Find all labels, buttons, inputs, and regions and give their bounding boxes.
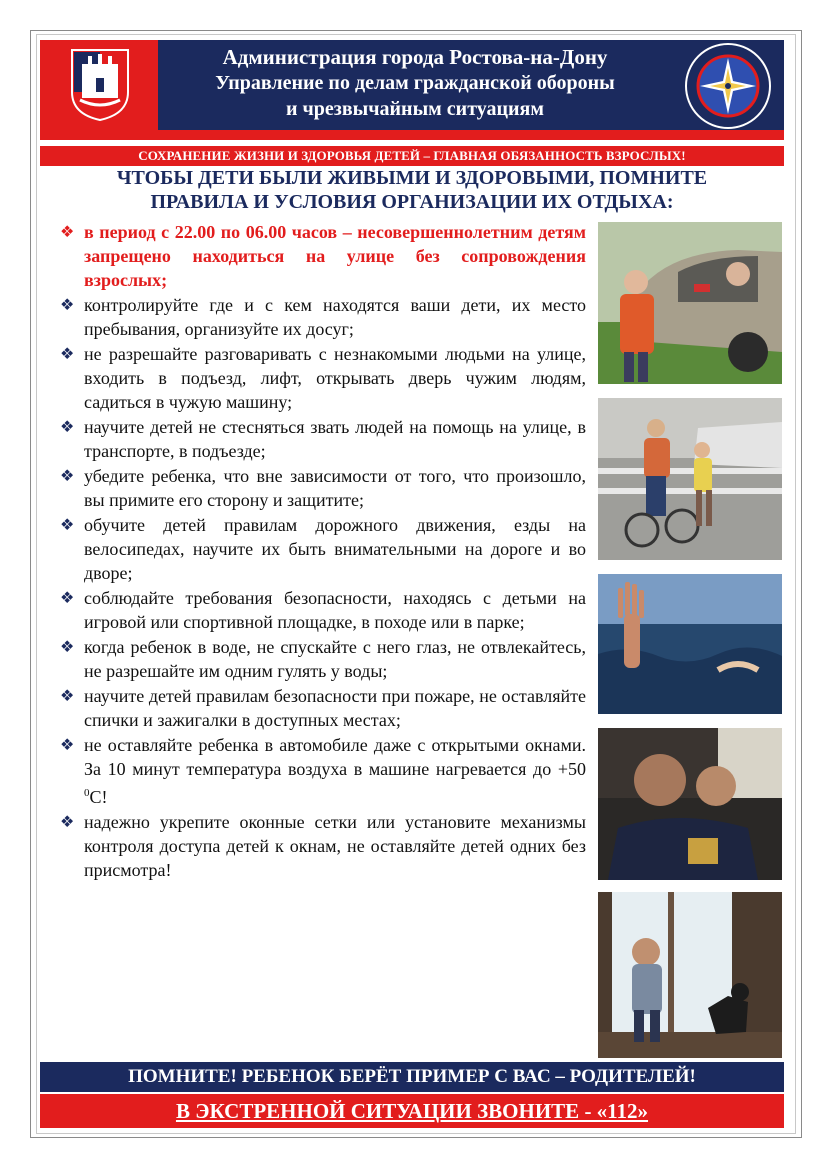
rule-text: обучите детей правилам дорожного движения, езды на велосипедах, научите их быть внимательными на дороге и во дворе; [84, 515, 586, 583]
photo-child-at-window [598, 892, 782, 1058]
rule-item [56, 635, 586, 683]
coat-of-arms-icon [70, 48, 130, 122]
rule-item [56, 342, 586, 414]
footer-emergency-call: В ЭКСТРЕННОЙ СИТУАЦИИ ЗВОНИТЕ - «112» [40, 1094, 784, 1128]
photo-stranger-car [598, 222, 782, 384]
rule-item [56, 293, 586, 341]
photo-children-bicycle [598, 398, 782, 560]
header-line-2: Управление по делам гражданской обороны [215, 72, 615, 94]
rule-text: не разрешайте разговаривать с незнакомыми людьми на улице, входить в подъезд, лифт, открывать дверь чужим людям, садиться в чужую машину; [84, 344, 586, 412]
rule-item [56, 684, 586, 732]
diamond-bullet-icon: ❖ [60, 515, 75, 534]
rule-item [56, 513, 586, 585]
diamond-bullet-icon: ❖ [60, 637, 75, 656]
rule-text-tail: С! [89, 787, 108, 807]
footer-reminder: ПОМНИТЕ! РЕБЕНОК БЕРЁТ ПРИМЕР С ВАС – РОДИТЕЛЕЙ! [40, 1062, 784, 1092]
photo-fire-rescue [598, 728, 782, 880]
rule-item [56, 220, 586, 292]
rule-text: когда ребенок в воде, не спускайте с него глаз, не отвлекайтесь, не разрешайте им одним гулять у воды; [84, 637, 586, 681]
header-line-3: и чрезвычайным ситуациям [285, 98, 544, 120]
diamond-bullet-icon: ❖ [60, 222, 75, 241]
degree-superscript: 0 [84, 787, 90, 799]
rule-item [56, 464, 586, 512]
diamond-bullet-icon: ❖ [60, 588, 75, 607]
diamond-bullet-icon: ❖ [60, 466, 75, 485]
slogan-banner: СОХРАНЕНИЕ ЖИЗНИ И ЗДОРОВЬЯ ДЕТЕЙ – ГЛАВНАЯ ОБЯЗАННОСТЬ ВЗРОСЛЫХ! [40, 146, 784, 166]
rule-item [56, 733, 586, 809]
civil-defense-emblem-icon [684, 42, 772, 130]
rule-text: не оставляйте ребенка в автомобиле даже с открытыми окнами. За 10 минут температура воздуха в машине нагревается до +50 [84, 735, 586, 779]
diamond-bullet-icon: ❖ [60, 417, 75, 436]
page-title-line-2: ПРАВИЛА И УСЛОВИЯ ОРГАНИЗАЦИИ ИХ ОТДЫХА: [150, 191, 674, 213]
page-title [40, 166, 784, 216]
rules-list [56, 220, 586, 883]
page-title-line-1: ЧТОБЫ ДЕТИ БЫЛИ ЖИВЫМИ И ЗДОРОВЫМИ, ПОМНИТЕ [116, 167, 708, 189]
rule-text: надежно укрепите оконные сетки или установите механизмы контроля доступа детей к окнам, не оставляйте детей одних без присмотра! [84, 812, 586, 880]
rule-text: научите детей не стесняться звать людей на помощь на улице, в транспорте, в подъезде; [84, 417, 586, 461]
header-line-1: Администрация города Ростова-на-Дону [222, 45, 608, 69]
rule-text: убедите ребенка, что вне зависимости от того, что произошло, вы примите его сторону и защитите; [84, 466, 586, 510]
photo-drowning-hand [598, 574, 782, 714]
diamond-bullet-icon: ❖ [60, 735, 75, 754]
rule-item [56, 415, 586, 463]
diamond-bullet-icon: ❖ [60, 686, 75, 705]
rule-text: в период с 22.00 по 06.00 часов – несовершеннолетним детям запрещено находиться на улице без сопровождения взрослых; [84, 222, 586, 290]
rule-text: соблюдайте требования безопасности, находясь с детьми на игровой или спортивной площадке, в походе или в парке; [84, 588, 586, 632]
rule-item [56, 810, 586, 882]
diamond-bullet-icon: ❖ [60, 295, 75, 314]
rule-text: научите детей правилам безопасности при пожаре, не оставляйте спички и зажигалки в доступных местах; [84, 686, 586, 730]
rule-text: контролируйте где и с кем находятся ваши дети, их место пребывания, организуйте их досуг; [84, 295, 586, 339]
header-title [160, 44, 670, 128]
rule-item [56, 586, 586, 634]
diamond-bullet-icon: ❖ [60, 812, 75, 831]
diamond-bullet-icon: ❖ [60, 344, 75, 363]
